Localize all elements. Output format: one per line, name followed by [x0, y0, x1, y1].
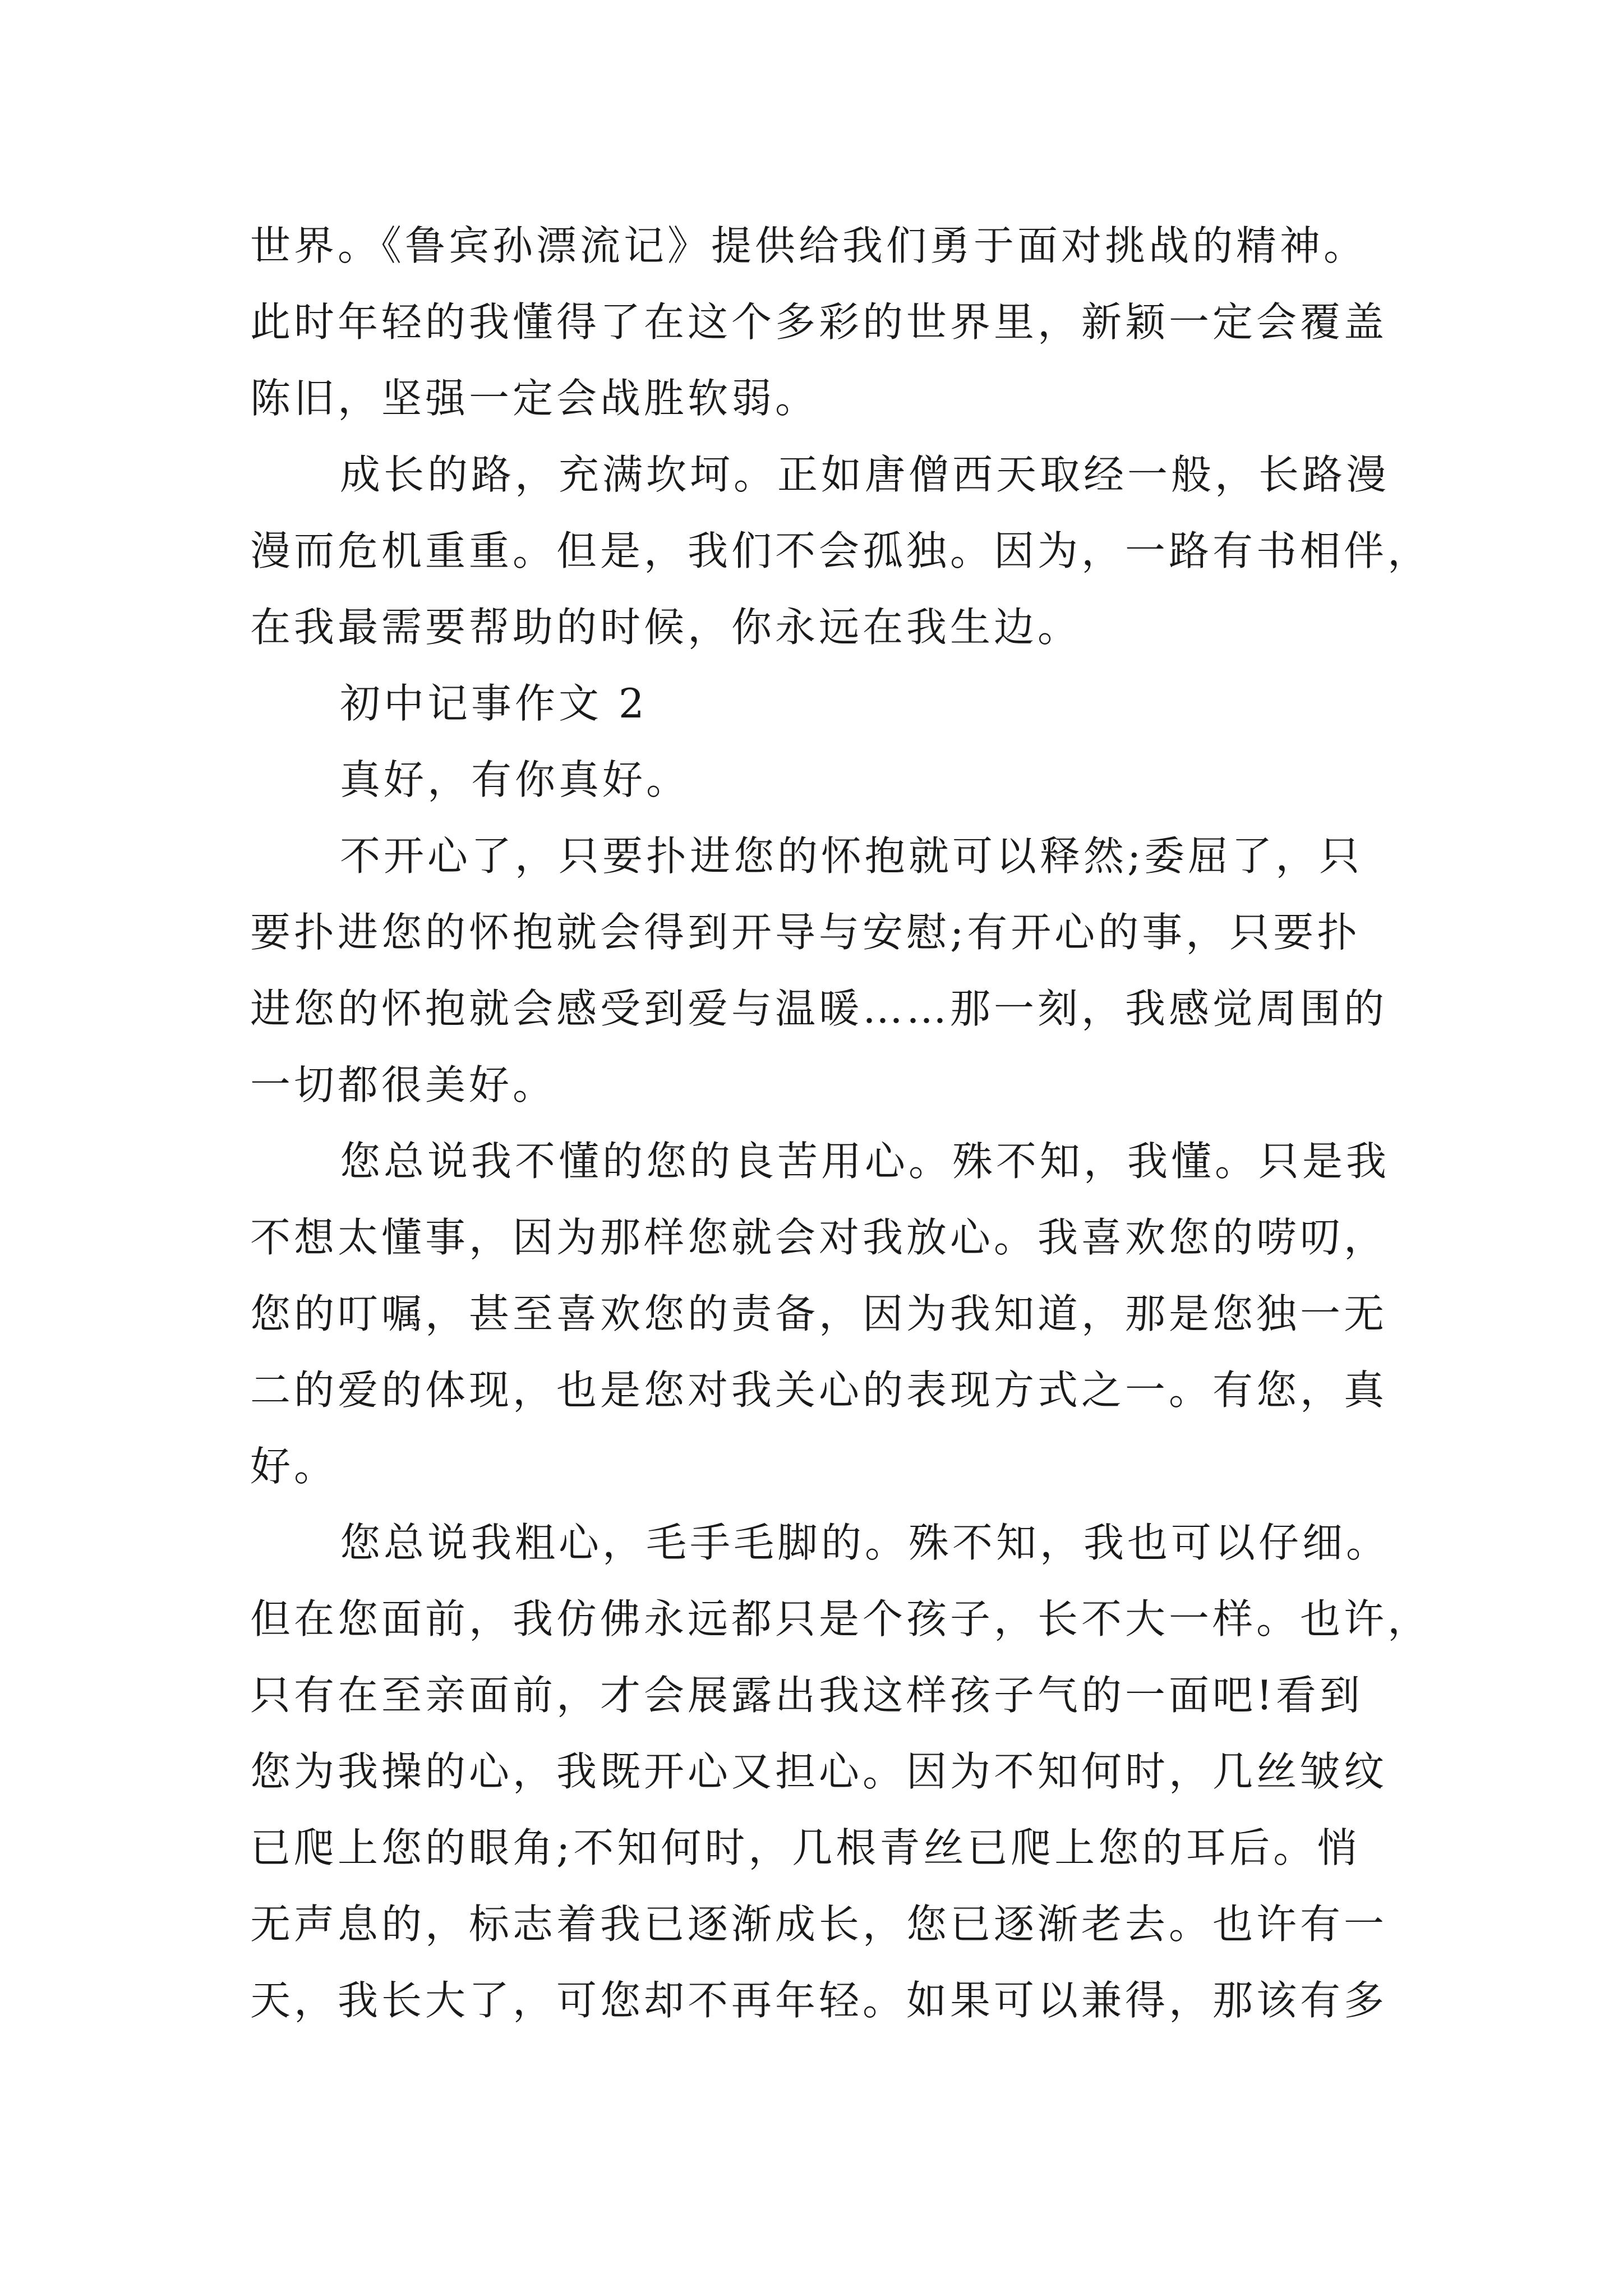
text-line: 成长的路，充满坎坷。正如唐僧西天取经一般，长路漫 — [340, 451, 1390, 498]
text-line: 一切都很美好。 — [250, 1061, 557, 1108]
section-heading: 初中记事作文 2 — [340, 680, 648, 727]
text-line: 二的爱的体现，也是您对我关心的表现方式之一。有您，真 — [250, 1366, 1388, 1414]
text-line: 但在您面前，我仿佛永远都只是个孩子，长不大一样。也许， — [250, 1595, 1432, 1642]
text-line: 此时年轻的我懂得了在这个多彩的世界里，新颖一定会覆盖 — [250, 298, 1388, 346]
text-line: 无声息的，标志着我已逐渐成长，您已逐渐老去。也许有一 — [250, 1901, 1388, 1948]
text-line: 好。 — [250, 1443, 338, 1490]
document-body — [250, 208, 1432, 2039]
text-line: 世界。《鲁宾孙漂流记》提供给我们勇于面对挑战的精神。 — [250, 222, 1368, 269]
text-line: 天，我长大了，可您却不再年轻。如果可以兼得，那该有多 — [250, 1977, 1388, 2024]
text-line: 真好，有你真好。 — [340, 756, 690, 803]
text-line: 您为我操的心，我既开心又担心。因为不知何时，几丝皱纹 — [250, 1748, 1388, 1795]
text-line: 陈旧，坚强一定会战胜软弱。 — [250, 375, 819, 422]
text-line: 只有在至亲面前，才会展露出我这样孩子气的一面吧!看到 — [250, 1672, 1363, 1719]
text-line: 进您的怀抱就会感受到爱与温暖……那一刻，我感觉周围的 — [250, 985, 1388, 1032]
text-line: 已爬上您的眼角;不知何时，几根青丝已爬上您的耳后。悄 — [250, 1824, 1361, 1871]
text-line: 您总说我不懂的您的良苦用心。殊不知，我懂。只是我 — [340, 1138, 1390, 1185]
text-line: 不开心了，只要扑进您的怀抱就可以释然;委屈了，只 — [340, 832, 1363, 880]
text-line: 要扑进您的怀抱就会得到开导与安慰;有开心的事，只要扑 — [250, 909, 1361, 956]
text-line: 您的叮嘱，甚至喜欢您的责备，因为我知道，那是您独一无 — [250, 1290, 1388, 1337]
text-line: 您总说我粗心，毛手毛脚的。殊不知，我也可以仔细。 — [340, 1519, 1390, 1566]
text-line: 漫而危机重重。但是，我们不会孤独。因为，一路有书相伴， — [250, 527, 1432, 574]
text-line: 在我最需要帮助的时候，你永远在我生边。 — [250, 604, 1082, 651]
text-line: 不想太懂事，因为那样您就会对我放心。我喜欢您的唠叨， — [250, 1214, 1388, 1261]
